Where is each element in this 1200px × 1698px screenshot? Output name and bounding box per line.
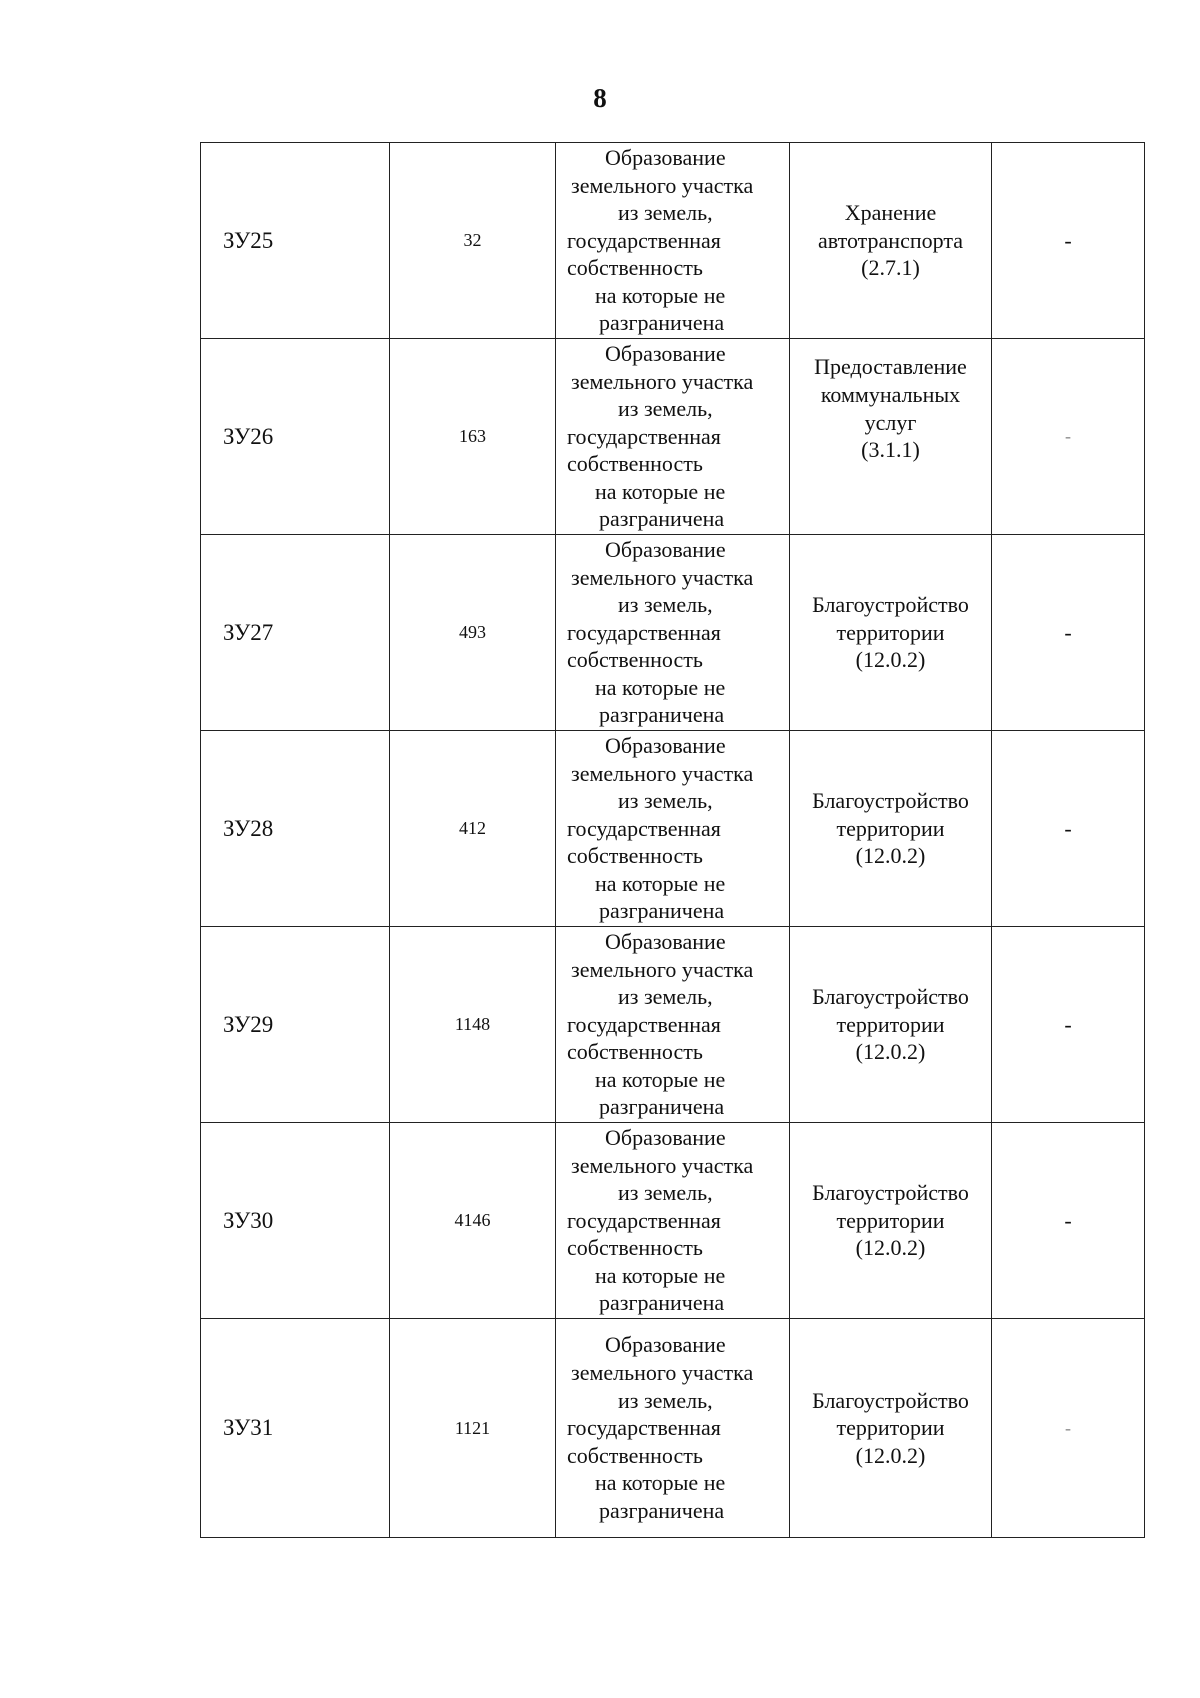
permitted-use-line: Благоустройство — [812, 1387, 969, 1413]
formation-method-line: собственность — [567, 1235, 703, 1261]
formation-method-line: на которые не — [595, 1262, 726, 1288]
formation-method-cell — [556, 927, 790, 1123]
permitted-use-line: территории — [836, 815, 945, 841]
formation-method-line: государственная — [567, 619, 721, 645]
formation-method-line: Образование — [605, 1332, 726, 1358]
permitted-use-text — [790, 983, 991, 1066]
permitted-use-cell — [790, 731, 992, 927]
formation-method-line: из земель, — [618, 984, 713, 1010]
permitted-use-line: коммунальных — [820, 381, 961, 407]
formation-method-cell — [556, 1123, 790, 1319]
note-cell: - — [992, 1123, 1145, 1319]
formation-method-line: государственная — [567, 1011, 721, 1037]
plot-area-cell: 1121 — [390, 1319, 556, 1538]
formation-method-line: собственность — [567, 255, 703, 281]
permitted-use-cell — [790, 535, 992, 731]
note-cell: - — [992, 927, 1145, 1123]
permitted-use-cell — [790, 1123, 992, 1319]
note-cell: - — [992, 1319, 1145, 1538]
table-row — [201, 339, 1145, 535]
plot-id-cell: ЗУ26 — [201, 339, 390, 535]
formation-method-line: разграничена — [599, 310, 725, 336]
note-cell: - — [992, 731, 1145, 927]
formation-method-cell — [556, 535, 790, 731]
table-row — [201, 143, 1145, 339]
table-row — [201, 535, 1145, 731]
permitted-use-line: Благоустройство — [812, 788, 969, 814]
note-cell: - — [992, 339, 1145, 535]
table-row — [201, 1319, 1145, 1538]
plot-id-cell: ЗУ25 — [201, 143, 390, 339]
formation-method-line: из земель, — [618, 200, 713, 226]
formation-method-line: земельного участка — [571, 1360, 754, 1386]
plot-id-cell: ЗУ31 — [201, 1319, 390, 1538]
permitted-use-line: (12.0.2) — [855, 843, 926, 869]
permitted-use-text — [790, 353, 991, 463]
permitted-use-text — [790, 1387, 991, 1470]
formation-method-line: собственность — [567, 647, 703, 673]
formation-method-line: на которые не — [595, 1066, 726, 1092]
formation-method-line: Образование — [605, 1124, 726, 1150]
permitted-use-cell — [790, 927, 992, 1123]
plot-id-cell: ЗУ30 — [201, 1123, 390, 1319]
formation-method-line: из земель, — [618, 592, 713, 618]
formation-method-line: разграничена — [599, 1497, 725, 1523]
formation-method-line: из земель, — [618, 1387, 713, 1413]
permitted-use-line: (12.0.2) — [855, 647, 926, 673]
table-body — [201, 143, 1145, 1538]
plot-area-cell: 163 — [390, 339, 556, 535]
formation-method-line: разграничена — [599, 1094, 725, 1120]
permitted-use-line: Предоставление — [814, 354, 967, 380]
plot-area-cell: 493 — [390, 535, 556, 731]
formation-method-cell — [556, 1319, 790, 1538]
formation-method-line: разграничена — [599, 1290, 725, 1316]
permitted-use-text — [790, 591, 991, 674]
permitted-use-line: (2.7.1) — [861, 255, 920, 281]
permitted-use-text — [790, 199, 991, 282]
formation-method-cell — [556, 143, 790, 339]
formation-method-line: разграничена — [599, 506, 725, 532]
formation-method-line: собственность — [567, 1442, 703, 1468]
formation-method-line: государственная — [567, 423, 721, 449]
permitted-use-line: (12.0.2) — [855, 1039, 926, 1065]
formation-method-line: Образование — [605, 928, 726, 954]
formation-method-line: разграничена — [599, 702, 725, 728]
permitted-use-line: территории — [836, 1415, 945, 1441]
formation-method-line: государственная — [567, 1415, 721, 1441]
table-row — [201, 1123, 1145, 1319]
permitted-use-line: территории — [836, 619, 945, 645]
permitted-use-line: территории — [836, 1011, 945, 1037]
formation-method-line: земельного участка — [571, 760, 754, 786]
formation-method-line: на которые не — [595, 478, 726, 504]
plot-id-cell: ЗУ29 — [201, 927, 390, 1123]
formation-method-cell — [556, 731, 790, 927]
permitted-use-line: Хранение — [844, 200, 937, 226]
permitted-use-line: (12.0.2) — [855, 1235, 926, 1261]
permitted-use-cell — [790, 339, 992, 535]
table-row — [201, 927, 1145, 1123]
permitted-use-line: Благоустройство — [812, 984, 969, 1010]
formation-method-line: Образование — [605, 536, 726, 562]
page-number: 8 — [593, 83, 607, 113]
formation-method-line: собственность — [567, 843, 703, 869]
formation-method-line: Образование — [605, 732, 726, 758]
note-cell: - — [992, 535, 1145, 731]
formation-method-line: Образование — [605, 144, 726, 170]
formation-method-line: из земель, — [618, 396, 713, 422]
permitted-use-line: Благоустройство — [812, 1180, 969, 1206]
formation-method-line: земельного участка — [571, 1152, 754, 1178]
formation-method-line: земельного участка — [571, 956, 754, 982]
formation-method-line: государственная — [567, 815, 721, 841]
formation-method-line: земельного участка — [571, 172, 754, 198]
permitted-use-line: Благоустройство — [812, 592, 969, 618]
formation-method-cell — [556, 339, 790, 535]
plot-area-cell: 4146 — [390, 1123, 556, 1319]
permitted-use-text — [790, 1179, 991, 1262]
formation-method-line: на которые не — [595, 282, 726, 308]
table-row — [201, 731, 1145, 927]
formation-method-line: Образование — [605, 340, 726, 366]
note-cell: - — [992, 143, 1145, 339]
land-plots-table — [200, 142, 1145, 1538]
formation-method-line: земельного участка — [571, 368, 754, 394]
formation-method-line: государственная — [567, 1207, 721, 1233]
formation-method-line: государственная — [567, 227, 721, 253]
permitted-use-line: автотранспорта — [818, 227, 963, 253]
formation-method-line: на которые не — [595, 674, 726, 700]
plot-area-cell: 32 — [390, 143, 556, 339]
plot-id-cell: ЗУ27 — [201, 535, 390, 731]
formation-method-line: из земель, — [618, 788, 713, 814]
formation-method-line: на которые не — [595, 870, 726, 896]
formation-method-line: из земель, — [618, 1180, 713, 1206]
plot-area-cell: 1148 — [390, 927, 556, 1123]
formation-method-line: разграничена — [599, 898, 725, 924]
permitted-use-cell — [790, 143, 992, 339]
permitted-use-cell — [790, 1319, 992, 1538]
permitted-use-line: (3.1.1) — [861, 437, 920, 463]
plot-id-cell: ЗУ28 — [201, 731, 390, 927]
formation-method-line: на которые не — [595, 1470, 726, 1496]
permitted-use-text — [790, 787, 991, 870]
permitted-use-line: услуг — [864, 409, 917, 435]
plot-area-cell: 412 — [390, 731, 556, 927]
formation-method-line: собственность — [567, 1039, 703, 1065]
permitted-use-line: территории — [836, 1207, 945, 1233]
formation-method-line: земельного участка — [571, 564, 754, 590]
permitted-use-line: (12.0.2) — [855, 1442, 926, 1468]
formation-method-line: собственность — [567, 451, 703, 477]
